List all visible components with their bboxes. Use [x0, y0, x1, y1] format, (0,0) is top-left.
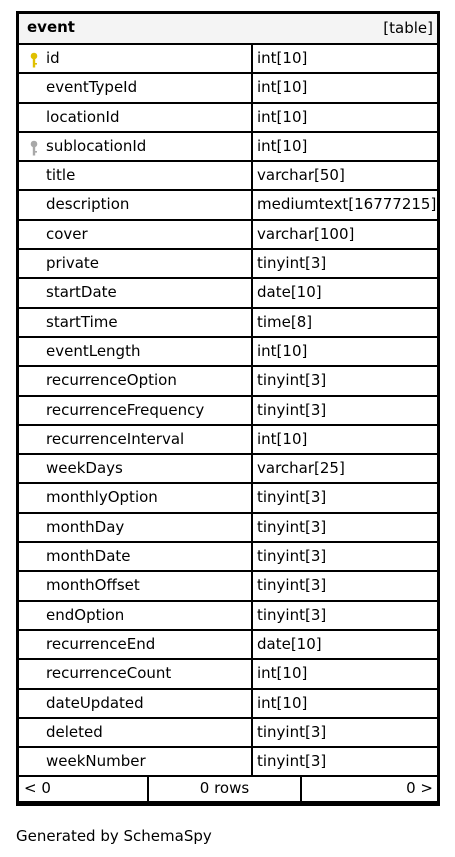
- column-name: recurrenceInterval: [46, 429, 185, 448]
- footer-parents-count: < 0: [19, 777, 149, 801]
- column-name-cell: [19, 426, 253, 453]
- column-type: int[10]: [257, 664, 308, 683]
- column-name: monthOffset: [46, 576, 140, 595]
- column-name: recurrenceOption: [46, 371, 177, 390]
- footer-children-count: 0 >: [406, 779, 433, 798]
- column-name-cell: [19, 660, 253, 687]
- column-name: locationId: [46, 107, 120, 126]
- column-row: [19, 748, 437, 777]
- column-name-cell: [19, 221, 253, 248]
- column-row: [19, 397, 437, 426]
- column-name: sublocationId: [46, 136, 147, 155]
- column-name: startDate: [46, 283, 117, 302]
- column-name: endOption: [46, 605, 125, 624]
- column-name: recurrenceFrequency: [46, 400, 205, 419]
- column-name: deleted: [46, 722, 103, 741]
- column-row: [19, 279, 437, 308]
- column-type: int[10]: [257, 136, 308, 155]
- column-list: [19, 45, 437, 777]
- column-name-cell: [19, 690, 253, 717]
- column-row: [19, 104, 437, 133]
- column-row: [19, 133, 437, 162]
- column-name: recurrenceEnd: [46, 634, 156, 653]
- column-name: id: [46, 49, 60, 67]
- column-name: description: [46, 195, 130, 214]
- column-name: monthDay: [46, 517, 125, 536]
- column-row: [19, 250, 437, 279]
- column-type: date[10]: [257, 283, 322, 302]
- column-name-cell: [19, 514, 253, 541]
- table-name: event: [27, 18, 75, 36]
- column-row: [19, 426, 437, 455]
- foreign-key-icon: [29, 140, 39, 156]
- column-type: int[10]: [257, 693, 308, 712]
- column-name-cell: [19, 748, 253, 775]
- column-name: title: [46, 166, 76, 185]
- column-type: int[10]: [257, 107, 308, 126]
- footer-row-count: 0 rows: [149, 777, 302, 801]
- column-row: [19, 514, 437, 543]
- column-name-cell: [19, 543, 253, 570]
- table-header: [19, 14, 437, 45]
- column-type: int[10]: [257, 429, 308, 448]
- column-type: tinyint[3]: [257, 371, 327, 390]
- column-name-cell: [19, 279, 253, 306]
- column-name: weekDays: [46, 459, 123, 478]
- column-name-cell: [19, 250, 253, 277]
- column-name-cell: [19, 719, 253, 746]
- column-row: [19, 221, 437, 250]
- column-name: weekNumber: [46, 752, 146, 771]
- column-type: int[10]: [257, 341, 308, 360]
- column-type: int[10]: [257, 49, 308, 67]
- column-type: date[10]: [257, 634, 322, 653]
- column-name-cell: [19, 45, 253, 72]
- column-name-cell: [19, 191, 253, 218]
- column-type: tinyint[3]: [257, 254, 327, 273]
- column-name: private: [46, 254, 100, 273]
- column-name-cell: [19, 631, 253, 658]
- column-type: tinyint[3]: [257, 547, 327, 566]
- column-row: [19, 162, 437, 191]
- column-type: varchar[50]: [257, 166, 345, 185]
- column-name-cell: [19, 104, 253, 131]
- column-name-cell: [19, 455, 253, 482]
- column-row: [19, 367, 437, 396]
- column-row: [19, 572, 437, 601]
- column-name: eventTypeId: [46, 78, 138, 97]
- column-name: eventLength: [46, 341, 141, 360]
- column-type: varchar[25]: [257, 459, 345, 478]
- column-type: time[8]: [257, 312, 313, 331]
- column-name-cell: [19, 162, 253, 189]
- table-footer: [19, 777, 437, 803]
- column-type: tinyint[3]: [257, 517, 327, 536]
- table-kind: [table]: [383, 19, 433, 37]
- column-row: [19, 455, 437, 484]
- column-name-cell: [19, 572, 253, 599]
- column-type: tinyint[3]: [257, 605, 327, 624]
- column-name-cell: [19, 74, 253, 101]
- column-row: [19, 309, 437, 338]
- column-row: [19, 631, 437, 660]
- column-type: tinyint[3]: [257, 488, 327, 507]
- column-type: mediumtext[16777215]: [257, 195, 437, 214]
- generated-by-label: Generated by SchemaSpy: [16, 827, 212, 845]
- column-type: int[10]: [257, 78, 308, 97]
- column-type: tinyint[3]: [257, 400, 327, 419]
- column-row: [19, 543, 437, 572]
- column-name-cell: [19, 338, 253, 365]
- column-row: [19, 690, 437, 719]
- column-row: [19, 191, 437, 220]
- column-row: [19, 74, 437, 103]
- column-row: [19, 45, 437, 74]
- column-name-cell: [19, 367, 253, 394]
- column-row: [19, 602, 437, 631]
- column-type: tinyint[3]: [257, 752, 327, 771]
- column-name-cell: [19, 484, 253, 511]
- column-name-cell: [19, 309, 253, 336]
- column-row: [19, 484, 437, 513]
- column-name-cell: [19, 133, 253, 160]
- column-name: cover: [46, 224, 88, 243]
- column-type: tinyint[3]: [257, 576, 327, 595]
- column-name: dateUpdated: [46, 693, 144, 712]
- table-entity-event: [16, 11, 440, 806]
- column-name: monthlyOption: [46, 488, 158, 507]
- column-type: tinyint[3]: [257, 722, 327, 741]
- column-name: startTime: [46, 312, 118, 331]
- column-row: [19, 719, 437, 748]
- column-name: monthDate: [46, 547, 131, 566]
- column-name: recurrenceCount: [46, 664, 172, 683]
- primary-key-icon: [29, 52, 39, 68]
- column-row: [19, 338, 437, 367]
- column-row: [19, 660, 437, 689]
- column-type: varchar[100]: [257, 224, 355, 243]
- column-name-cell: [19, 397, 253, 424]
- column-name-cell: [19, 602, 253, 629]
